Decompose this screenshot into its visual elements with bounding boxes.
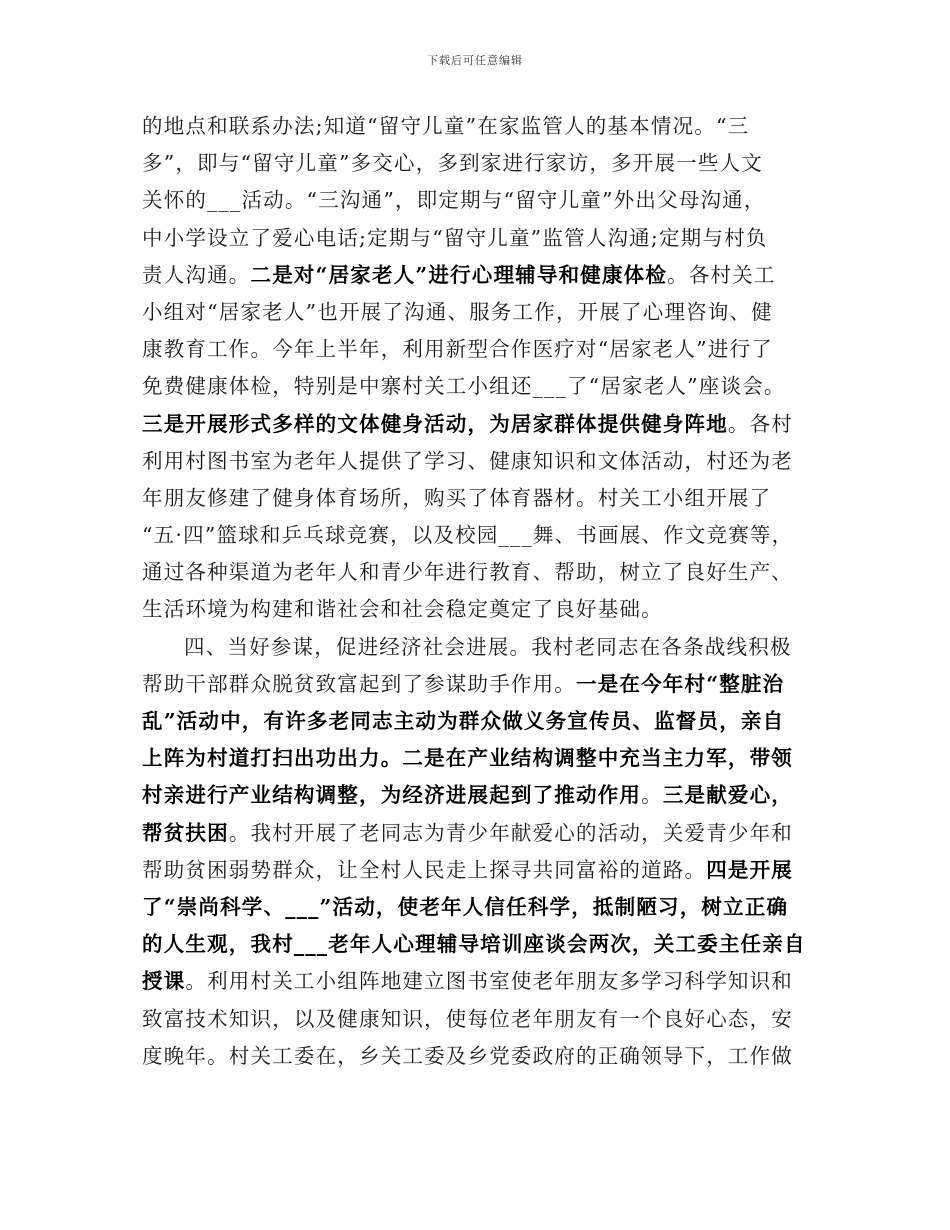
text-line: [142, 629, 827, 666]
bold-text-run: 授课: [142, 969, 186, 994]
bold-text-run: 村亲进行产业结构调整，为经济进展起到了推动作用: [142, 783, 642, 808]
document-body: [142, 108, 827, 1075]
text-run: 多”，即与“留守儿童”多交心，多到家进行家访，多开展一些人文: [142, 151, 763, 176]
text-run: 生活环境为构建和谐社会和社会稳定奠定了良好基础。: [142, 597, 663, 622]
text-line: [142, 1001, 827, 1038]
text-line: [142, 368, 827, 405]
text-line: [142, 591, 827, 628]
text-run: 。: [641, 783, 663, 808]
text-run: 康教育工作。今年上半年，利用新型合作医疗对“居家老人”进行了: [142, 337, 773, 362]
bold-text-run: 二是对“居家老人”进行心理辅导和健康体检: [250, 262, 668, 287]
text-run: 责人沟通。: [142, 262, 251, 287]
text-line: [142, 406, 827, 443]
text-line: [142, 257, 827, 294]
text-line: [142, 331, 827, 368]
text-run: 小组对“居家老人”也开展了沟通、服务工作，开展了心理咨询、健: [142, 299, 773, 324]
text-line: [142, 480, 827, 517]
text-run: “五·四”篮球和乒乓球竞赛，以及校园___舞、书画展、作文竞赛等，: [142, 523, 794, 548]
text-line: [142, 815, 827, 852]
text-run: 年朋友修建了健身体育场所，购买了体育器材。村关工小组开展了: [142, 485, 772, 510]
text-run: 度晚年。村关工委在，乡关工委及乡党委政府的正确领导下，工作做: [142, 1043, 793, 1068]
text-run: 。各村关工: [667, 262, 776, 287]
text-line: [142, 517, 827, 554]
bold-text-run: 上阵为村道打扫出功出力。二是在产业结构调整中充当主力军，带领: [142, 746, 793, 771]
text-run: 。我村开展了老同志为青少年献爱心的活动，关爱青少年和: [228, 820, 794, 845]
text-run: 四、当好参谋，促进经济社会进展。我村老同志在各条战线积极: [184, 634, 792, 659]
text-line: [142, 740, 827, 777]
text-run: 的地点和联系办法;知道“留守儿童”在家监管人的基本情况。“三: [142, 114, 750, 138]
text-line: [142, 666, 827, 703]
bold-text-run: 四是开展: [706, 857, 794, 882]
text-line: [142, 554, 827, 591]
bold-text-run: 了“崇尚科学、___”活动，使老年人信任科学，抵制陋习，树立正确: [142, 894, 789, 919]
bold-text-run: 一是在今年村“整脏治: [576, 671, 785, 696]
text-line: [142, 443, 827, 480]
text-line: [142, 889, 827, 926]
text-line: [142, 777, 827, 814]
bold-text-run: 三是开展形式多样的文体健身活动，为居家群体提供健身阵地: [142, 411, 728, 436]
bold-text-run: 的人生观，我村___老年人心理辅导培训座谈会两次，关工委主任亲自: [142, 932, 806, 957]
text-line: [142, 294, 827, 331]
text-line: [142, 926, 827, 963]
text-run: 免费健康体检，特别是中寨村关工小组还___了“居家老人”座谈会。: [142, 374, 786, 399]
bold-text-run: 三是献爱心，: [662, 783, 794, 808]
text-line: [142, 182, 827, 219]
text-run: 致富技术知识，以及健康知识，使每位老年朋友有一个良好心态，安: [142, 1006, 793, 1031]
page-header: 下载后可任意编辑: [427, 54, 523, 67]
text-run: 通过各种渠道为老年人和青少年进行教育、帮助，树立了良好生产、: [142, 560, 793, 585]
text-run: 。各村: [727, 411, 794, 436]
text-run: 。利用村关工小组阵地建立图书室使老年朋友多学习科学知识和: [185, 969, 794, 994]
text-line: [142, 108, 827, 145]
text-line: [142, 220, 827, 257]
bold-text-run: 乱”活动中，有许多老同志主动为群众做义务宣传员、监督员，亲自: [142, 709, 785, 733]
text-run: 利用村图书室为老年人提供了学习、健康知识和文体活动，村还为老: [142, 448, 793, 473]
text-line: [142, 963, 827, 1000]
text-line: [142, 852, 827, 889]
text-run: 中小学设立了爱心电话;定期与“留守儿童”监管人沟通;定期与村负: [142, 225, 768, 250]
text-run: 帮助干部群众脱贫致富起到了参谋助手作用。: [142, 671, 576, 696]
bold-text-run: 帮贫扶困: [142, 820, 229, 845]
text-run: 帮助贫困弱势群众，让全村人民走上探寻共同富裕的道路。: [142, 857, 707, 882]
text-run: 关怀的___活动。“三沟通”，即定期与“留守儿童”外出父母沟通，: [142, 188, 766, 213]
text-line: [142, 703, 827, 740]
text-line: [142, 145, 827, 182]
text-line: [142, 1038, 827, 1075]
